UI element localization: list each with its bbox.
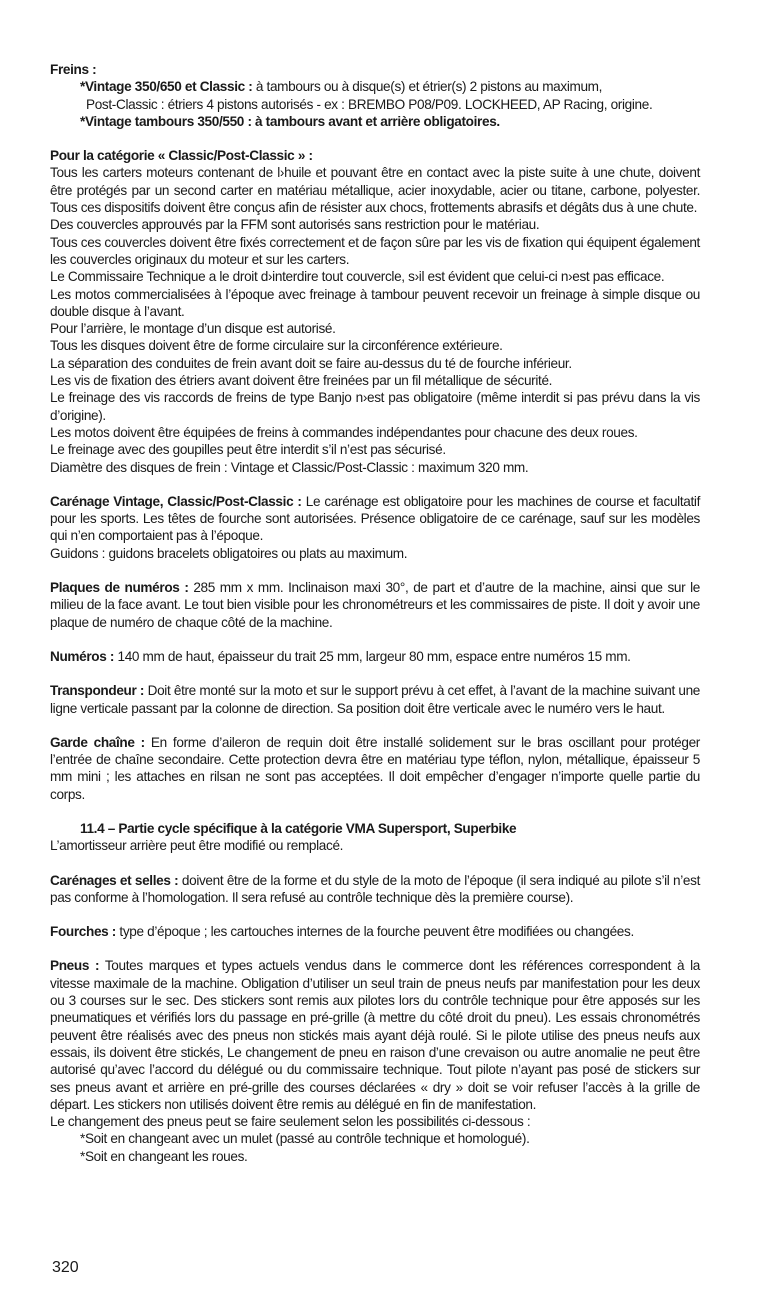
numeros-text: 140 mm de haut, épaisseur du trait 25 mm, largeur 80 mm, espace entre numéros 15 mm. [114, 648, 631, 664]
carenage-paragraph [50, 493, 700, 545]
plaques-text: 285 mm x mm. Inclinaison maxi 30°, de part et d’autre de la machine, ainsi que sur le milieu de la face avant. Le tout bien visible pour les chronométreurs et les commissaires de piste. Il doit y avoir une plaque de numéro de chaque côté de la machine. [50, 580, 700, 630]
categorie-line: Diamètre des disques de frein : Vintage et Classic/Post-Classic : maximum 320 mm. [50, 459, 529, 475]
garde-label: Garde chaîne : [50, 734, 145, 750]
categorie-line: Le freinage des vis raccords de freins de type Banjo n›est pas obligatoire (même interdit si pas prévu dans la vis d’origine). [50, 390, 700, 423]
carenages-selles-label: Carénages et selles : [50, 872, 179, 888]
page-body [50, 61, 700, 1165]
transpondeur-label: Transpondeur : [50, 683, 145, 699]
garde-text: En forme d’aileron de requin doit être installé solidement sur le bras oscillant pour protéger l’entrée de chaîne secondaire. Cette protection devra être en matériau type téflon, nylon, métallique, épaisseur 5 mm mini ; les attaches en rilsan ne sont pas acceptées. Il doit empêcher d’engager n’importe quelle partie du corps. [50, 734, 700, 802]
categorie-line: Tous les disques doivent être de forme circulaire sur la circonférence extérieure. [50, 338, 503, 354]
freins-post-classic-line: Post-Classic : étriers 4 pistons autorisés - ex : BREMBO P08/P09. LOCKHEED, AP Racing, origine. [86, 96, 653, 112]
page-number: 320 [52, 1259, 79, 1276]
pneus-text: Toutes marques et types actuels vendus dans le commerce dont les références correspondent à la vitesse maximale de la machine. Obligation d’utiliser un seul train de pneus neufs par manifestation pour les deux ou 3 courses sur le sec. Des stickers sont remis aux pilotes lors du contrôle technique pour être apposés sur les pneumatiques et vérifiés lors du passage en pré-grille (à mettre du côté droit du pneu). Les essais chronométrés peuvent être réalisés avec des pneus non stickés mais ayant déjà roulé. Si le pilote utilise des pneus neufs aux essais, ils doivent être stickés, Le changement de pneu en raison d’une crevaison ou autre anomalie ne peut être autorisé qu’avec l’accord du délégué ou du commissaire technique. Tout pilote n’ayant pas posé de stickers sur ses pneus avant et arrière en pré-grille des courses déclarées « dry » doit se voir refuser l’accès à la grille de départ. Les stickers non utilisés doivent être remis au délégué en fin de manifestation. [50, 958, 700, 1112]
transpondeur-paragraph [50, 682, 700, 717]
carenage-text: Le carénage est obligatoire pour les machines de course et facultatif pour les sports. Les têtes de fourche sont autorisées. Présence obligatoire de ce carénage, sauf sur les modèles qui n’en comportaient pas à l’époque. [50, 493, 700, 544]
categorie-line: Des couvercles approuvés par la FFM sont autorisés sans restriction pour le matériau. [50, 217, 540, 233]
section-heading: 11.4 – Partie cycle spécifique à la catégorie VMA Supersport, Superbike [80, 820, 517, 836]
fourches-text: type d’époque ; les cartouches internes de la fourche peuvent être modifiées ou changées. [116, 924, 634, 940]
garde-paragraph [50, 734, 700, 803]
categorie-line: Les motos doivent être équipées de freins à commandes indépendantes pour chacune des deux roues. [50, 424, 638, 440]
freins-heading: Freins : [50, 62, 97, 77]
numeros-paragraph [50, 648, 700, 665]
freins-vintage-text: à tambours ou à disque(s) et étrier(s) 2 pistons au maximum, [252, 79, 603, 95]
section-text: L’amortisseur arrière peut être modifié ou remplacé. [50, 838, 344, 854]
numeros-label: Numéros : [50, 648, 115, 664]
categorie-line: Tous ces couvercles doivent être fixés correctement et de façon sûre par les vis de fixation qui équipent également les couvercles originaux du moteur et sur les carters. [50, 234, 700, 267]
pneus-paragraph [50, 957, 700, 1113]
pneus-label: Pneus : [50, 958, 100, 974]
categorie-heading: Pour la catégorie « Classic/Post-Classic » : [50, 148, 313, 164]
freins-tambours-line: *Vintage tambours 350/550 : à tambours avant et arrière obligatoires. [80, 113, 500, 129]
categorie-line: Le Commissaire Technique a le droit d›interdire tout couvercle, s›il est évident que celui-ci n›est pas efficace. [50, 269, 665, 285]
carenages-selles-text: doivent être de la forme et du style de la moto de l’époque (il sera indiqué au pilote s’il n’est pas conforme à l’homologation. Il sera refusé au contrôle technique dès la première course). [50, 872, 700, 905]
carenage-label: Carénage Vintage, Classic/Post-Classic : [50, 493, 302, 509]
pneus-option-2: *Soit en changeant les roues. [80, 1148, 248, 1164]
categorie-line: Le freinage avec des goupilles peut être interdit s’il n’est pas sécurisé. [50, 442, 446, 458]
fourches-paragraph [50, 923, 700, 940]
plaques-label: Plaques de numéros : [50, 580, 189, 596]
freins-vintage-label: *Vintage 350/650 et Classic : [80, 79, 253, 95]
carenages-selles-paragraph [50, 872, 700, 907]
transpondeur-text: Doit être monté sur la moto et sur le support prévu à cet effet, à l’avant de la machine suivant une ligne verticale passant par la colonne de direction. Sa position doit être verticale avec le numéro vers le haut. [50, 683, 700, 716]
categorie-line: Les vis de fixation des étriers avant doivent être freinées par un fil métallique de sécurité. [50, 373, 553, 389]
categorie-line: Tous les carters moteurs contenant de l›huile et pouvant être en contact avec la piste suite à une chute, doivent être protégés par un second carter en matériau métallique, acier inoxydable, acier ou titane, carbone, polyester. Tous ces dispositifs doivent être conçus afin de résister aux chocs, frottements abrasifs et dégâts dus à une chute. [50, 165, 700, 216]
categorie-line: Les motos commercialisées à l’époque avec freinage à tambour peuvent recevoir un freinage à simple disque ou double disque à l’avant. [50, 286, 700, 319]
guidons-line: Guidons : guidons bracelets obligatoires ou plats au maximum. [50, 545, 408, 561]
freins-vintage-line [50, 78, 700, 95]
pneus-changement: Le changement des pneus peut se faire seulement selon les possibilités ci-dessous : [50, 1114, 531, 1130]
fourches-label: Fourches : [50, 924, 116, 940]
pneus-option-1: *Soit en changeant avec un mulet (passé au contrôle technique et homologué). [80, 1131, 530, 1147]
categorie-line: La séparation des conduites de frein avant doit se faire au-dessus du té de fourche inférieur. [50, 355, 572, 371]
plaques-paragraph [50, 579, 700, 631]
categorie-line: Pour l’arrière, le montage d’un disque est autorisé. [50, 321, 336, 337]
